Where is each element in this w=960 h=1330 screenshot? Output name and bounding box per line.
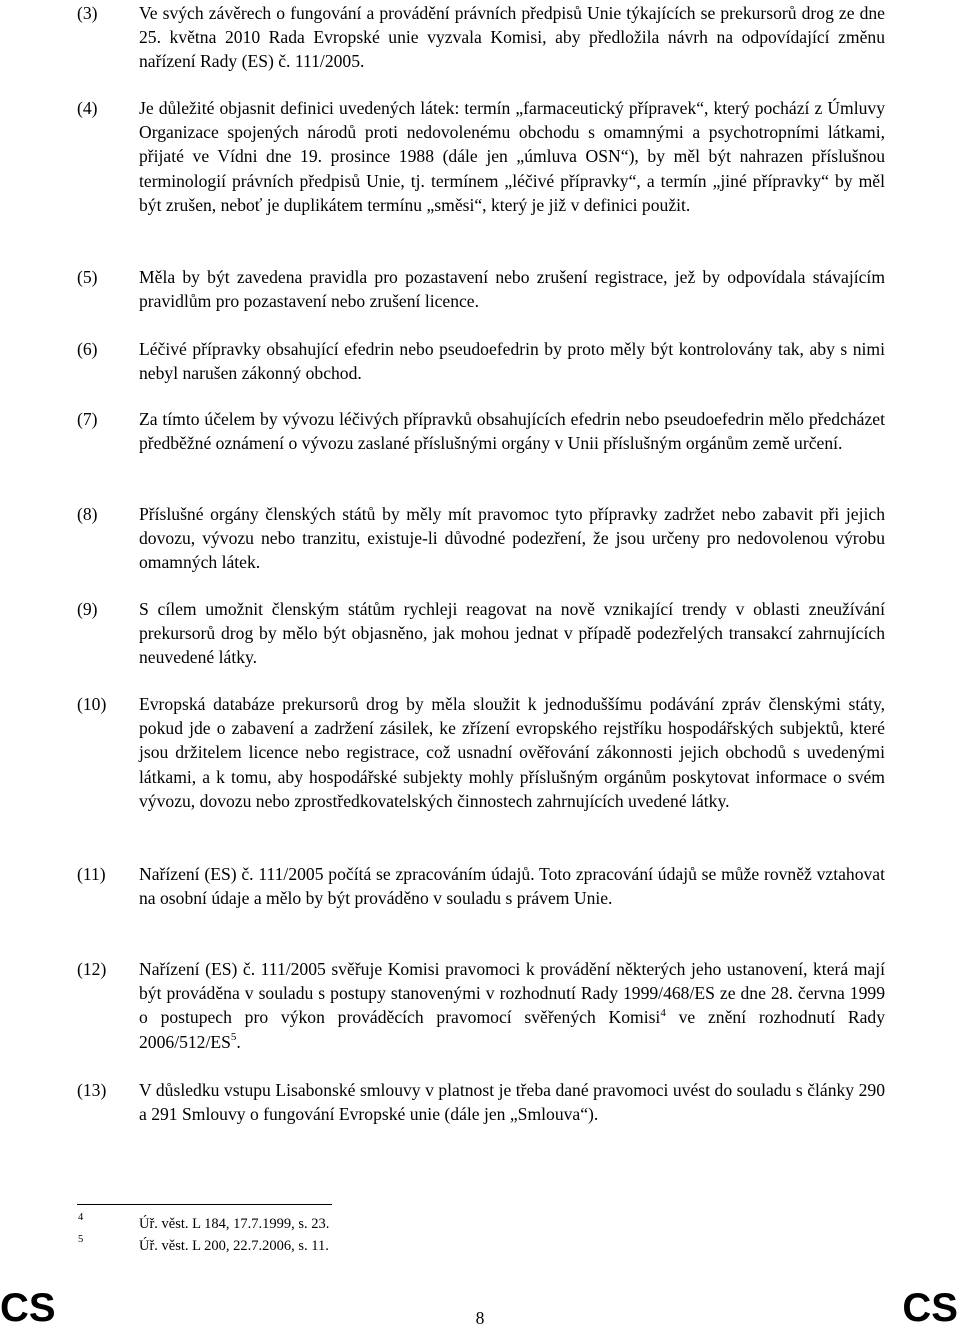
footnote-divider xyxy=(77,1204,332,1205)
recital-number: (9) xyxy=(77,599,98,619)
recital-text: Léčivé přípravky obsahující efedrin nebo pseudoefedrin by proto měly být kontrolovány tak, aby s nimi nebyl narušen zákonný obchod. xyxy=(139,339,885,384)
recital-text: Nařízení (ES) č. 111/2005 počítá se zpracováním údajů. Toto zpracování údajů se může rovněž vztahovat na osobní údaje a mělo by být prováděno v souladu s právem Unie. xyxy=(139,864,885,909)
recital-text: Příslušné orgány členských států by měly mít pravomoc tyto přípravky zadržet nebo zabavit při jejich dovozu, vývozu nebo tranzitu, existuje-li důvodné podezření, že jsou určeny pro nedovolenou výrobu omamných látek. xyxy=(139,504,885,573)
footnote-text: Úř. věst. L 184, 17.7.1999, s. 23. xyxy=(139,1216,330,1232)
recital-number: (4) xyxy=(77,98,98,118)
recital-text: V důsledku vstupu Lisabonské smlouvy v platnost je třeba dané pravomoci uvést do souladu s články 290 a 291 Smlouvy o fungování Evropské unie (dále jen „Smlouva“). xyxy=(139,1080,885,1125)
footnote-text: Úř. věst. L 200, 22.7.2006, s. 11. xyxy=(139,1238,329,1254)
recital-text: Evropská databáze prekursorů drog by měla sloužit k jednoduššímu podávání zpráv členskými státy, pokud jde o zabavení a zadržení zásilek, ke zřízení evropského rejstříku hospodářských subjektů, které jsou držitelem licence nebo registrace, což usnadní ověřování zákonnosti jejich obchodů s uvedenými látkami, a k tomu, aby hospodářské subjekty mohly příslušným orgánům poskytovat informace o svém vývozu, dovozu nebo zprostředkovatelských činnostech zahrnujících uvedené látky. xyxy=(139,694,885,811)
recital-text: Za tímto účelem by vývozu léčivých přípravků obsahujících efedrin nebo pseudoefedrin mělo předcházet předběžné oznámení o vývozu zaslané příslušnými orgány v Unii příslušným orgánům země určení. xyxy=(139,409,885,454)
recital-text: Je důležité objasnit definici uvedených látek: termín „farmaceutický přípravek“, který pochází z Úmluvy Organizace spojených národů proti nedovolenému obchodu s omamnými a psychotropními látkami, přijaté ve Vídni dne 19. prosince 1988 (dále jen „úmluva OSN“), by měl být nahrazen příslušnou terminologií právních předpisů Unie, tj. termínem „léčivé přípravky“, a termín „jiné přípravky“ by měl být zrušen, neboť je duplikátem termínu „směsi“, který je již v definici použit. xyxy=(139,98,885,215)
language-code-right: CS xyxy=(902,1286,958,1330)
recital-number: (8) xyxy=(77,504,98,524)
recital-number: (12) xyxy=(77,959,107,979)
recital-text: Měla by být zavedena pravidla pro pozastavení nebo zrušení registrace, jež by odpovídala stávajícím pravidlům pro pozastavení nebo zrušení licence. xyxy=(139,267,885,312)
page-number: 8 xyxy=(475,1308,485,1328)
recital-number: (11) xyxy=(77,864,106,884)
recital-number: (7) xyxy=(77,409,98,429)
recital-text: Ve svých závěrech o fungování a provádění právních předpisů Unie týkajících se prekursorů drog ze dne 25. května 2010 Rada Evropské unie vyzvala Komisi, aby předložila návrh na odpovídající změnu nařízení Rady (ES) č. 111/2005. xyxy=(139,3,885,72)
footnote-reference[interactable]: 5 xyxy=(230,1030,237,1043)
recital-text: S cílem umožnit členským státům rychleji reagovat na nově vznikající trendy v oblasti zneužívání prekursorů drog by mělo být objasněno, jak mohou jednat v případě podezřelých transakcí zahrnujících neuvedené látky. xyxy=(139,599,885,668)
recital-number: (10) xyxy=(77,694,107,714)
footnote-reference[interactable]: 4 xyxy=(660,1006,666,1019)
footnote-mark: 4 xyxy=(78,1212,84,1223)
recital-number: (6) xyxy=(77,339,98,359)
recital-number: (13) xyxy=(77,1080,107,1100)
recital-text: Nařízení (ES) č. 111/2005 svěřuje Komisi pravomoci k provádění některých jeho ustanovení, která mají být prováděna v souladu s postupy stanovenými v rozhodnutí Rady 1999/468/ES ze dne 28. června 1999 o postupech pro výkon prováděcích pravomocí svěřených Komisi$^4$ ve znění rozhodnutí Rady $2006/512/ES^5$. xyxy=(139,959,885,1052)
recital-number: (5) xyxy=(77,267,98,287)
recital-number: (3) xyxy=(77,3,98,23)
language-code-left: CS xyxy=(0,1286,56,1330)
footnote-mark: 5 xyxy=(78,1234,84,1245)
